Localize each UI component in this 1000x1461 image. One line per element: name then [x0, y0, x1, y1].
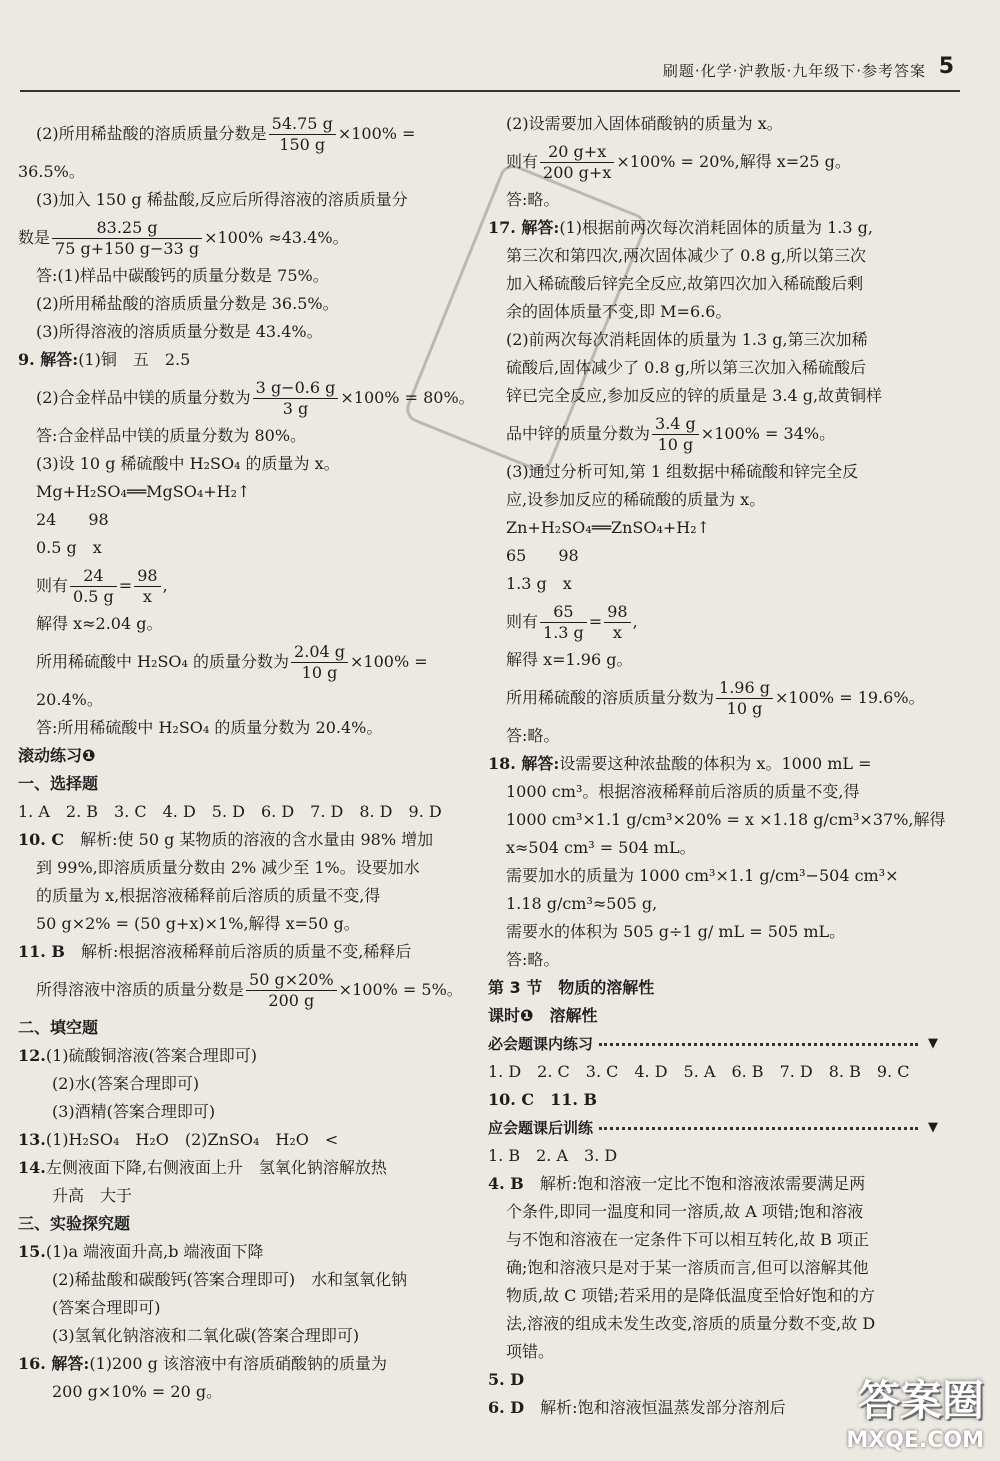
text-line: 需要加水的质量为 1000 cm³×1.1 g/cm³−504 cm³×: [506, 866, 899, 885]
text-line: 50 g×2% = (50 g+x)×1%,解得 x=50 g。: [36, 914, 360, 933]
fraction: $\frac{54.75 g}{150 g}$: [269, 114, 336, 155]
text-line: 需要水的体积为 505 g÷1 g/ mL = 505 mL。: [506, 922, 846, 941]
subsection-bar: 必会题课内练习 ▼: [488, 1030, 938, 1058]
text-line: 0.5 g x: [36, 538, 102, 557]
fraction: $\frac{3.4 g}{10 g}$: [652, 414, 699, 455]
text-line: (2)所用稀盐酸的溶质质量分数是 $\frac{54.75 g}{150 g}$ ×100% =: [36, 113, 416, 154]
text-line: 1.3 g x: [506, 574, 572, 593]
right-column: [488, 110, 946, 1422]
text-line: 答:略。: [506, 190, 560, 209]
text-line: (2)设需要加入固体硝酸钠的质量为 x。: [506, 114, 783, 133]
text-line: (3)所得溶液的溶质质量分数是 43.4%。: [36, 322, 323, 341]
question-10: 10. C 解析:使 50 g 某物质的溶液的含水量由 98% 增加: [18, 830, 434, 849]
fraction: $\frac{50 g\times 20\%}{200 g}$: [246, 970, 337, 1011]
text-line: (答案合理即可): [52, 1298, 161, 1317]
subsection-bar: 应会题课后训练 ▼: [488, 1114, 938, 1142]
fraction: $\frac{83.25 g}{75 g+150 g-33 g}$: [52, 218, 202, 259]
text-line: 1000 cm³。根据溶液稀释前后溶质的质量不变,得: [506, 782, 860, 801]
question-13: 13.(1)H₂SO₄ H₂O (2)ZnSO₄ H₂O <: [18, 1130, 339, 1149]
fraction: $\frac{98}{x}$: [134, 566, 160, 607]
text-line: (2)合金样品中镁的质量分数为 $\frac{3 g-0.6 g}{3 g}$ ×100% = 80%。: [36, 377, 475, 418]
text-line: 余的固体质量不变,即 M=6.6。: [506, 302, 732, 321]
page-number: 5: [938, 54, 954, 79]
answer-item: 5. D: [488, 1370, 525, 1389]
answer-list: 1. D 2. C 3. C 4. D 5. A 6. B 7. D 8. B 9. C: [488, 1062, 910, 1081]
question-17: 17. 解答:(1)根据前两次每次消耗固体的质量为 1.3 g,: [488, 218, 873, 237]
text-line: 硫酸后,固体减少了 0.8 g,所以第三次加入稀硫酸后: [506, 358, 867, 377]
answer-list: 1. A 2. B 3. C 4. D 5. D 6. D 7. D 8. D 9. D: [18, 802, 442, 821]
fraction: $\frac{20 g+x}{200 g+x}$: [540, 142, 614, 183]
question-12: 12.(1)硫酸铜溶液(答案合理即可): [18, 1046, 257, 1065]
text-line: (3)设 10 g 稀硫酸中 H₂SO₄ 的质量为 x。: [36, 454, 340, 473]
fraction: $\frac{2.04 g}{10 g}$: [291, 642, 348, 683]
page-header: [20, 52, 960, 92]
question-15: 15.(1)a 端液面升高,b 端液面下降: [18, 1242, 264, 1261]
text-line: 解得 x=1.96 g。: [506, 650, 633, 669]
text-line: 数是 $\frac{83.25 g}{75 g+150 g-33 g}$ ×100% ≈43.4%。: [18, 217, 349, 258]
fraction: $\frac{1.96 g}{10 g}$: [716, 678, 773, 719]
text-line: 品中锌的质量分数为 $\frac{3.4 g}{10 g}$ ×100% = 34%。: [506, 413, 836, 454]
text-line: 确;饱和溶液只是对于某一溶质而言,但可以溶解其他: [506, 1258, 869, 1277]
text-line: (2)所用稀盐酸的溶质质量分数是 36.5%。: [36, 294, 339, 313]
text-line: 与不饱和溶液在一定条件下可以相互转化,故 B 项正: [506, 1230, 870, 1249]
text-line: 物质,故 C 项错;若采用的是降低温度至恰好饱和的方: [506, 1286, 875, 1305]
section-heading: 一、选择题: [18, 774, 99, 793]
text-line: 到 99%,即溶质质量分数由 2% 减少至 1%。设要加水: [36, 858, 420, 877]
text-line: (3)酒精(答案合理即可): [52, 1102, 216, 1121]
triangle-down-icon: ▼: [928, 1036, 938, 1051]
text-line: 锌已完全反应,参加反应的锌的质量是 3.4 g,故黄铜样: [506, 386, 883, 405]
section-heading: 第 3 节 物质的溶解性: [488, 978, 655, 997]
text-line: 第三次和第四次,两次固体减少了 0.8 g,所以第三次: [506, 246, 867, 265]
text-line: x≈504 cm³ = 504 mL。: [506, 838, 696, 857]
answer-list: 1. B 2. A 3. D: [488, 1146, 618, 1165]
question-16: 16. 解答:(1)200 g 该溶液中有溶质硝酸钠的质量为: [18, 1354, 387, 1373]
text-line: 所用稀硫酸的溶质质量分数为 $\frac{1.96 g}{10 g}$ ×100% = 19.6%。: [506, 677, 925, 718]
question-14: 14.左侧液面下降,右侧液面上升 氢氧化钠溶解放热: [18, 1158, 387, 1177]
text-line: 答:略。: [506, 950, 560, 969]
text-line: 20.4%。: [36, 690, 103, 709]
text-line: (2)前两次每次消耗固体的质量为 1.3 g,第三次加稀: [506, 330, 868, 349]
text-line: 答:合金样品中镁的质量分数为 80%。: [36, 426, 307, 445]
text-line: (3)氢氧化钠溶液和二氧化碳(答案合理即可): [52, 1326, 360, 1345]
text-line: (2)水(答案合理即可): [52, 1074, 200, 1093]
text-line: 36.5%。: [18, 162, 85, 181]
text-line: 答:略。: [506, 726, 560, 745]
left-column: [18, 110, 475, 1406]
text-line: 1000 cm³×1.1 g/cm³×20% = x ×1.18 g/cm³×37%,解得: [506, 810, 946, 829]
question-18: 18. 解答:设需要这种浓盐酸的体积为 x。1000 mL =: [488, 754, 872, 773]
fraction: $\frac{98}{x}$: [604, 602, 630, 643]
fraction: $\frac{65}{1.3 g}$: [540, 602, 587, 643]
text-line: 65 98: [506, 546, 579, 565]
equation: Zn+H₂SO₄══ZnSO₄+H₂↑: [506, 518, 711, 537]
lesson-heading: 课时❶ 溶解性: [488, 1006, 598, 1025]
text-line: 则有 $\frac{24}{0.5 g}$ = $\frac{98}{x}$ ,: [36, 565, 168, 606]
equation: Mg+H₂SO₄══MgSO₄+H₂↑: [36, 482, 251, 501]
text-line: 应,设参加反应的稀硫酸的质量为 x。: [506, 490, 766, 509]
text-line: 答:(1)样品中碳酸钙的质量分数是 75%。: [36, 266, 329, 285]
text-line: 1.18 g/cm³≈505 g,: [506, 894, 658, 913]
text-line: 200 g×10% = 20 g。: [52, 1382, 223, 1401]
text-line: 个条件,即同一温度和同一溶质,故 A 项错;饱和溶液: [506, 1202, 864, 1221]
running-title: 刷题·化学·沪教版·九年级下·参考答案: [662, 62, 926, 80]
triangle-down-icon: ▼: [928, 1120, 938, 1135]
text-line: 加入稀硫酸后锌完全反应,故第四次加入稀硫酸后剩: [506, 274, 864, 293]
text-line: 解得 x≈2.04 g。: [36, 614, 163, 633]
text-line: (3)加入 150 g 稀盐酸,反应后所得溶液的溶质质量分: [36, 190, 408, 209]
text-line: (3)通过分析可知,第 1 组数据中稀硫酸和锌完全反: [506, 462, 859, 481]
text-line: 则有 $\frac{20 g+x}{200 g+x}$ ×100% = 20%,解得 x=25 g。: [506, 141, 851, 182]
question-4: 4. B 解析:饱和溶液一定比不饱和溶液浓需要满足两: [488, 1174, 866, 1193]
text-line: 答:所用稀硫酸中 H₂SO₄ 的质量分数为 20.4%。: [36, 718, 383, 737]
question-9: 9. 解答:(1)铜 五 2.5: [18, 350, 191, 369]
section-heading: 二、填空题: [18, 1018, 99, 1037]
text-line: 所用稀硫酸中 H₂SO₄ 的质量分数为 $\frac{2.04 g}{10 g}$ ×100% =: [36, 641, 428, 682]
text-line: 项错。: [506, 1342, 555, 1361]
text-line: 的质量为 x,根据溶液稀释前后溶质的质量不变,得: [36, 886, 381, 905]
fraction: $\frac{3 g-0.6 g}{3 g}$: [253, 378, 339, 419]
section-heading: 三、实验探究题: [18, 1214, 131, 1233]
question-11: 11. B 解析:根据溶液稀释前后溶质的质量不变,稀释后: [18, 942, 412, 961]
text-line: 24 98: [36, 510, 109, 529]
watermark-logo: 答案圈 MXQE.COM: [846, 1376, 984, 1453]
answer-list: 10. C 11. B: [488, 1090, 598, 1109]
text-line: (2)稀盐酸和碳酸钙(答案合理即可) 水和氢氧化钠: [52, 1270, 408, 1289]
fraction: $\frac{24}{0.5 g}$: [70, 566, 117, 607]
text-line: 则有 $\frac{65}{1.3 g}$ = $\frac{98}{x}$ ,: [506, 601, 638, 642]
text-line: 所得溶液中溶质的质量分数是 $\frac{50 g\times 20\%}{200 g}$ ×100% = 5%。: [36, 969, 463, 1010]
question-6: 6. D 解析:饱和溶液恒温蒸发部分溶剂后: [488, 1398, 786, 1417]
text-line: 法,溶液的组成未发生改变,溶质的质量分数不变,故 D: [506, 1314, 876, 1333]
text-line: 升高 大于: [52, 1186, 133, 1205]
section-heading: 滚动练习❶: [18, 746, 96, 765]
